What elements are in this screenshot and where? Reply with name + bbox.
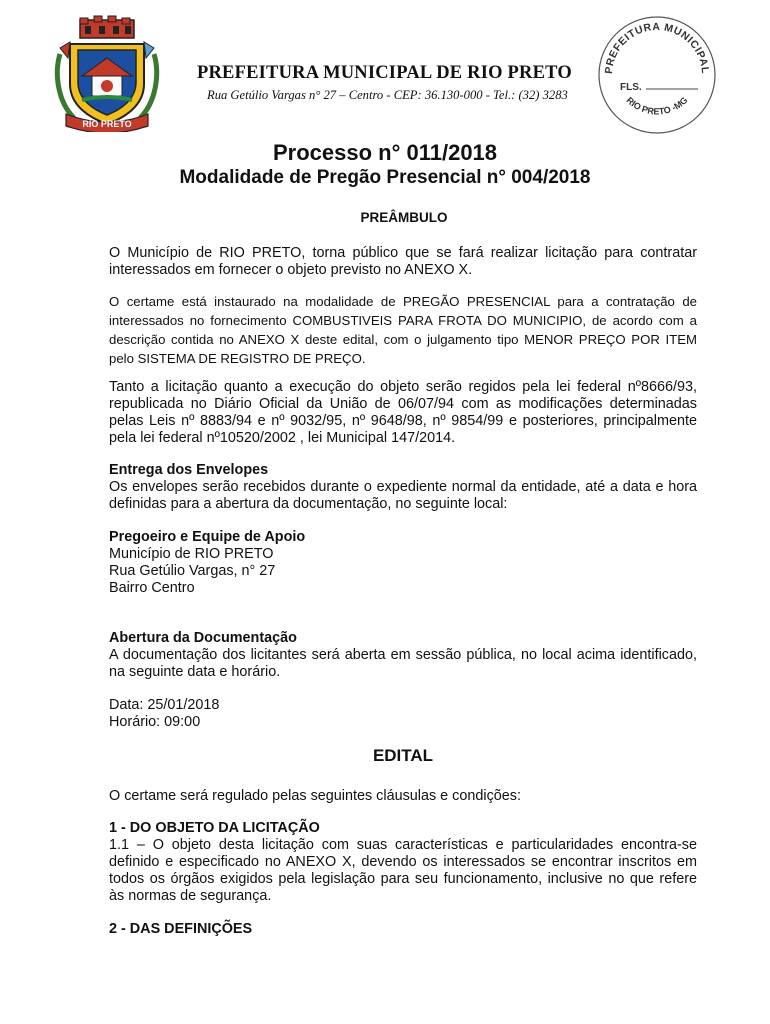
section-envelopes [109, 462, 697, 513]
schedule-time: Horário: 09:00 [109, 714, 201, 730]
stamp-fls-label: FLS. [620, 82, 642, 93]
paragraph-certame: O certame está instaurado na modalidade de PREGÃO PRESENCIAL para a contratação de interessados no fornecimento COMBUSTIVEIS PARA FROTA DO MUNICIPIO, de acordo com a descrição contida no ANEXO X deste edital, com o julgamento tipo MENOR PREÇO POR ITEM pelo SISTEMA DE REGISTRO DE PREÇO. [109, 294, 697, 366]
pregoeiro-line: Bairro Centro [109, 580, 195, 596]
paragraph-legislacao: Tanto a licitação quanto a execução do objeto serão regidos pela lei federal nº8666/93, republicada no Diário Oficial da União de 06/07/94 com as modificações determinadas pelas Leis nº 8883/94 e nº 9032/95, nº 9648/98, nº 9854/99 e posteriores, principalmente pela lei federal nº10520/2002 , lei Municipal 147/2014. [109, 379, 697, 446]
edital-heading: EDITAL [372, 746, 434, 765]
section1-text: 1.1 – O objeto desta licitação com suas características e particularidades encontra-se definido e especificado no ANEXO X, devendo os interessados se encontrar inscritos em todos os órgãos exigidos pela legislação para seu funcionamento, inclusive no que refere às normas de segurança. [109, 837, 697, 904]
section1-heading: 1 - DO OBJETO DA LICITAÇÃO [109, 820, 320, 836]
modality-title: Modalidade de Pregão Presencial n° 004/2018 [179, 167, 591, 188]
envelopes-heading: Entrega dos Envelopes [109, 462, 269, 478]
stamp-bottom-text: RIO PRETO -MG [624, 94, 690, 117]
pregoeiro-heading: Pregoeiro e Equipe de Apoio [109, 529, 306, 545]
section-objeto [109, 820, 697, 905]
abertura-text: A documentação dos licitantes será aberta em sessão pública, no local acima identificado, na seguinte data e horário. [109, 647, 697, 680]
paragraph-municipio: O Município de RIO PRETO, torna público que se fará realizar licitação para contratar interessados em fornecer o objeto previsto no ANEXO X. [109, 245, 697, 278]
preamble-heading: PREÂMBULO [360, 210, 448, 225]
section-schedule [109, 697, 697, 731]
process-title: Processo n° 011/2018 [272, 140, 498, 165]
stamp-seal [596, 14, 718, 136]
section2-heading: 2 - DAS DEFINIÇÕES [109, 921, 253, 937]
envelopes-text: Os envelopes serão recebidos durante o expediente normal da entidade, até a data e hora definidas para a abertura da documentação, no seguinte local: [109, 479, 697, 512]
header-address: Rua Getúlio Vargas n° 27 – Centro - CEP: 36.130-000 - Tel.: (32) 3283 [207, 88, 568, 102]
crest-banner-text: RIO PRETO [82, 119, 132, 129]
pregoeiro-line: Rua Getúlio Vargas, n° 27 [109, 563, 276, 579]
schedule-date: Data: 25/01/2018 [109, 697, 220, 713]
pregoeiro-line: Município de RIO PRETO [109, 546, 274, 562]
municipal-coat-of-arms [52, 14, 162, 132]
section-pregoeiro [109, 529, 697, 597]
abertura-heading: Abertura da Documentação [109, 630, 297, 646]
edital-intro: O certame será regulado pelas seguintes cláusulas e condições: [109, 788, 521, 804]
section-abertura [109, 630, 697, 681]
stamp-ring-text: PREFEITURA MUNICIPAL [602, 20, 712, 75]
header-title: PREFEITURA MUNICIPAL DE RIO PRETO [197, 63, 572, 83]
